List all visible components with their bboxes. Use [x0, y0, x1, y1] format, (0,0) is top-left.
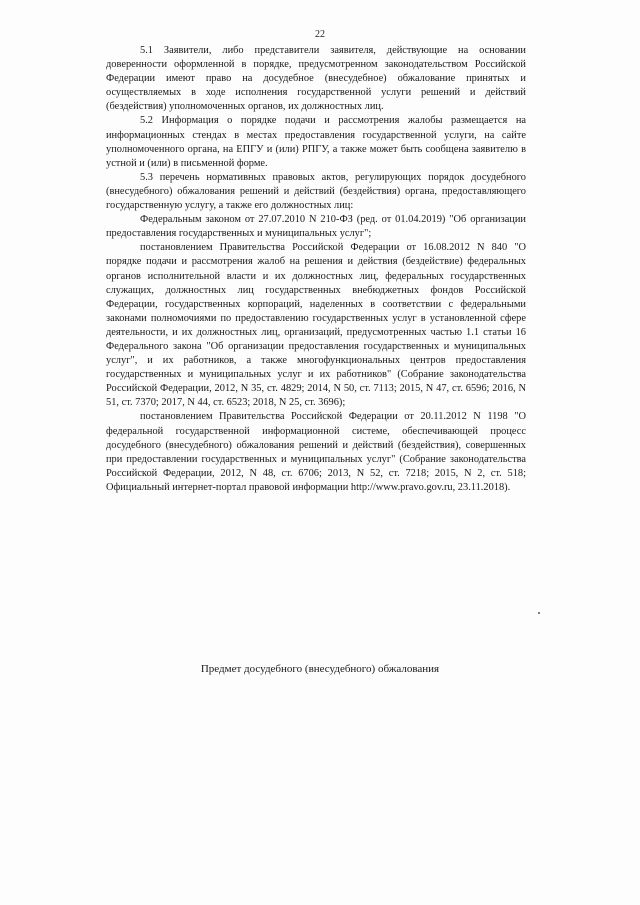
document-body — [106, 44, 526, 495]
page-number: 22 — [315, 29, 325, 40]
paragraph-resolution-840: постановлением Правительства Российской Федерации от 16.08.2012 N 840 "О порядке подачи и рассмотрения жалоб на решения и действия (бездействие) федеральных органов исполнительной власти и их должностных лиц, федеральных государственных служащих, должностных лиц государственных внебюджетных фондов Российской Федерации, государственных корпораций, наделенных в соответствии с федеральными законами полномочиями по предоставлению государственных услуг в установленной сфере деятельности, и их должностных лиц, организаций, предусмотренных частью 1.1 статьи 16 Федерального закона "Об организации предоставления государственных и муниципальных услуг", и их работников, а также многофункциональных центров предоставления государственных и муниципальных услуг и их работников" (Собрание законодательства Российской Федерации, 2012, N 35, ст. 4829; 2014, N 50, ст. 7113; 2015, N 47, ст. 6596; 2016, N 51, ст. 7370; 2017, N 44, ст. 6523; 2018, N 25, ст. 3696); — [106, 242, 526, 409]
paragraph-5-3: 5.3 перечень нормативных правовых актов, регулирующих порядок досудебного (внесудебного) обжалования решений и действий (бездействия) органа, предоставляющего государственную услугу, а также его должностных лиц: — [106, 171, 526, 212]
scan-speck — [538, 612, 540, 614]
section-heading: Предмет досудебного (внесудебного) обжалования — [200, 663, 440, 675]
paragraph-resolution-1198: постановлением Правительства Российской Федерации от 20.11.2012 N 1198 "О федеральной государственной информационной системе, обеспечивающей процесс досудебного (внесудебного) обжалования решений и действий (бездействия), совершенных при предоставлении государственных и муниципальных услуг" (Собрание законодательства Российской Федерации, 2012, N 48, ст. 6706; 2013, N 52, ст. 7218; 2015, N 2, ст. 518; Официальный интернет-портал правовой информации http://www.pravo.gov.ru, 23.11.2018). — [106, 411, 526, 493]
paragraph-5-1: 5.1 Заявители, либо представители заявителя, действующие на основании доверенности оформленной в порядке, предусмотренном законодательством Российской Федерации имеют право на досудебное (внесудебное) обжалование принятых и осуществляемых в ходе исполнения государственной услуги решений и действий (бездействия) уполномоченных органов, их должностных лиц. — [106, 45, 526, 113]
paragraph-federal-law-210: Федеральным законом от 27.07.2010 N 210-ФЗ (ред. от 01.04.2019) "Об организации предоставления государственных и муниципальных услуг"; — [106, 214, 526, 240]
paragraph-5-2: 5.2 Информация о порядке подачи и рассмотрения жалобы размещается на информационных стендах в местах предоставления государственной услуги, на сайте уполномоченного органа, на ЕПГУ и (или) РПГУ, а также может быть сообщена заявителю в устной и (или) в письменной форме. — [106, 115, 526, 169]
